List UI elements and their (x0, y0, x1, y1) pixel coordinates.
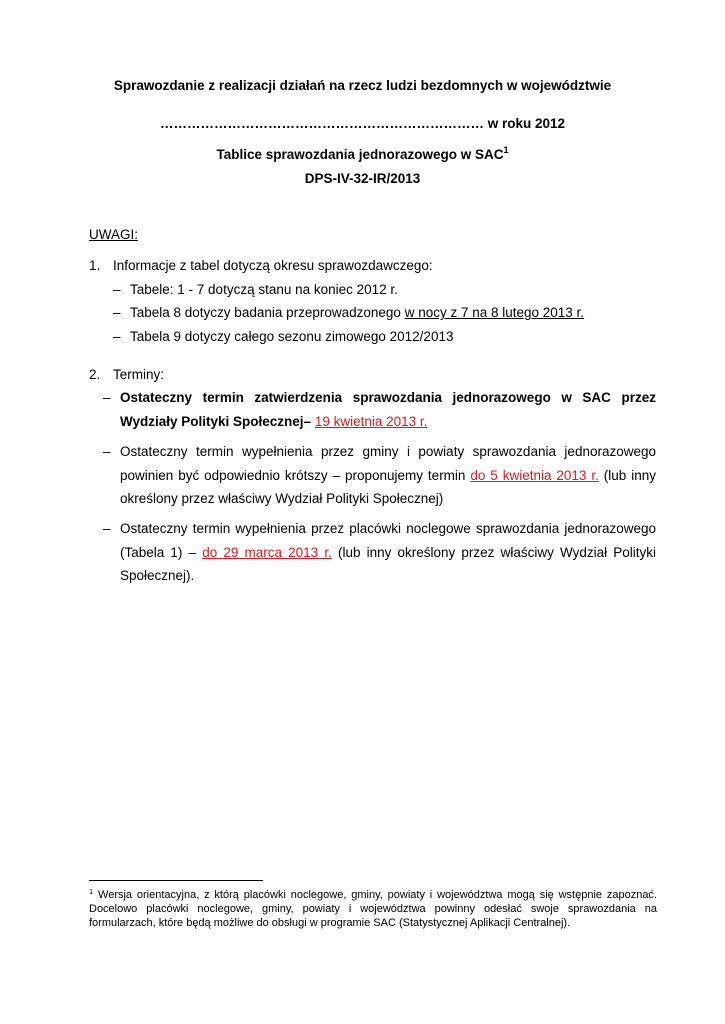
deadline-2-date: do 5 kwietnia 2013 r. (470, 467, 599, 483)
item-1-text: Informacje z tabel dotyczą okresu sprawozdawczego: (113, 258, 433, 273)
item-1-bullet-3: Tabela 9 dotyczy całego sezonu zimowego 2012/2013 (130, 329, 454, 344)
bullet-dash: – (103, 390, 111, 405)
bullet-dash: – (113, 282, 121, 297)
deadline-3-date: do 29 marca 2013 r. (202, 544, 332, 560)
item-1-bullet-2 (130, 305, 584, 320)
deadline-1-date: 19 kwietnia 2013 r. (314, 413, 428, 429)
footnote-marker: 1 (89, 887, 94, 896)
deadline-1-separator: – (303, 413, 315, 429)
bullet-dash: – (103, 444, 111, 459)
deadline-paragraph-2 (120, 440, 656, 511)
tables-title-text: Tablice sprawozdania jednorazowego w SAC (216, 147, 504, 162)
document-code: DPS-IV-32-IR/2013 (304, 171, 421, 186)
deadline-2-note: (lub inny określony przez właściwy Wydział Polityki Społecznej) (120, 467, 656, 506)
bullet-dash: – (103, 521, 111, 536)
bullet-dash: – (113, 305, 121, 320)
deadline-1-text: Ostateczny termin zatwierdzenia sprawozdania jednorazowego w SAC przez Wydziały Polityki Społecznej (120, 390, 656, 429)
bullet-dash: – (113, 329, 121, 344)
document-subtitle-tables (0, 147, 725, 162)
document-title: Sprawozdanie z realizacji działań na rzecz ludzi bezdomnych w województwie (113, 78, 612, 93)
item-1-bullet-1: Tabele: 1 - 7 dotyczą stanu na koniec 2012 r. (130, 282, 398, 297)
deadline-paragraph-1 (120, 386, 656, 433)
bullet-2-date: w nocy z 7 na 8 lutego 2013 r. (404, 305, 585, 320)
deadline-3-note: (lub inny określony przez właściwy Wydział Polityki Społecznej). (120, 544, 656, 583)
deadline-paragraph-3 (120, 517, 656, 588)
deadline-2-text: Ostateczny termin wypełnienia przez gminy i powiaty sprawozdania jednorazowego powinien być odpowiednio krótszy – proponujemy termin (120, 444, 656, 483)
footnote-separator (89, 880, 263, 881)
deadline-3-text: Ostateczny termin wypełnienia przez placówki noclegowe sprawozdania jednorazowego (Tabela 1) – (120, 521, 656, 560)
uwagi-heading: UWAGI: (89, 227, 138, 242)
item-2-number: 2. (89, 367, 101, 382)
bullet-2-text: Tabela 8 dotyczy badania przeprowadzonego (130, 305, 405, 320)
item-2-text: Terminy: (113, 367, 165, 382)
document-subtitle-year: ……………………………………………………………… w roku 2012 (159, 116, 566, 131)
footnote-reference: 1 (503, 145, 509, 155)
item-1-number: 1. (89, 258, 101, 273)
footnote (89, 888, 657, 931)
footnote-text: Wersja orientacyjna, z którą placówki noclegowe, gminy, powiaty i województwa mogą się wstępnie zapoznać. Docelowo placówki noclegowe, gminy, powiaty i województwa powinny odesłać swoje sprawozdania na formularzach, które będą możliwe do obsługi w programie SAC (Statystycznej Aplikacji Centralnej). (89, 889, 657, 930)
